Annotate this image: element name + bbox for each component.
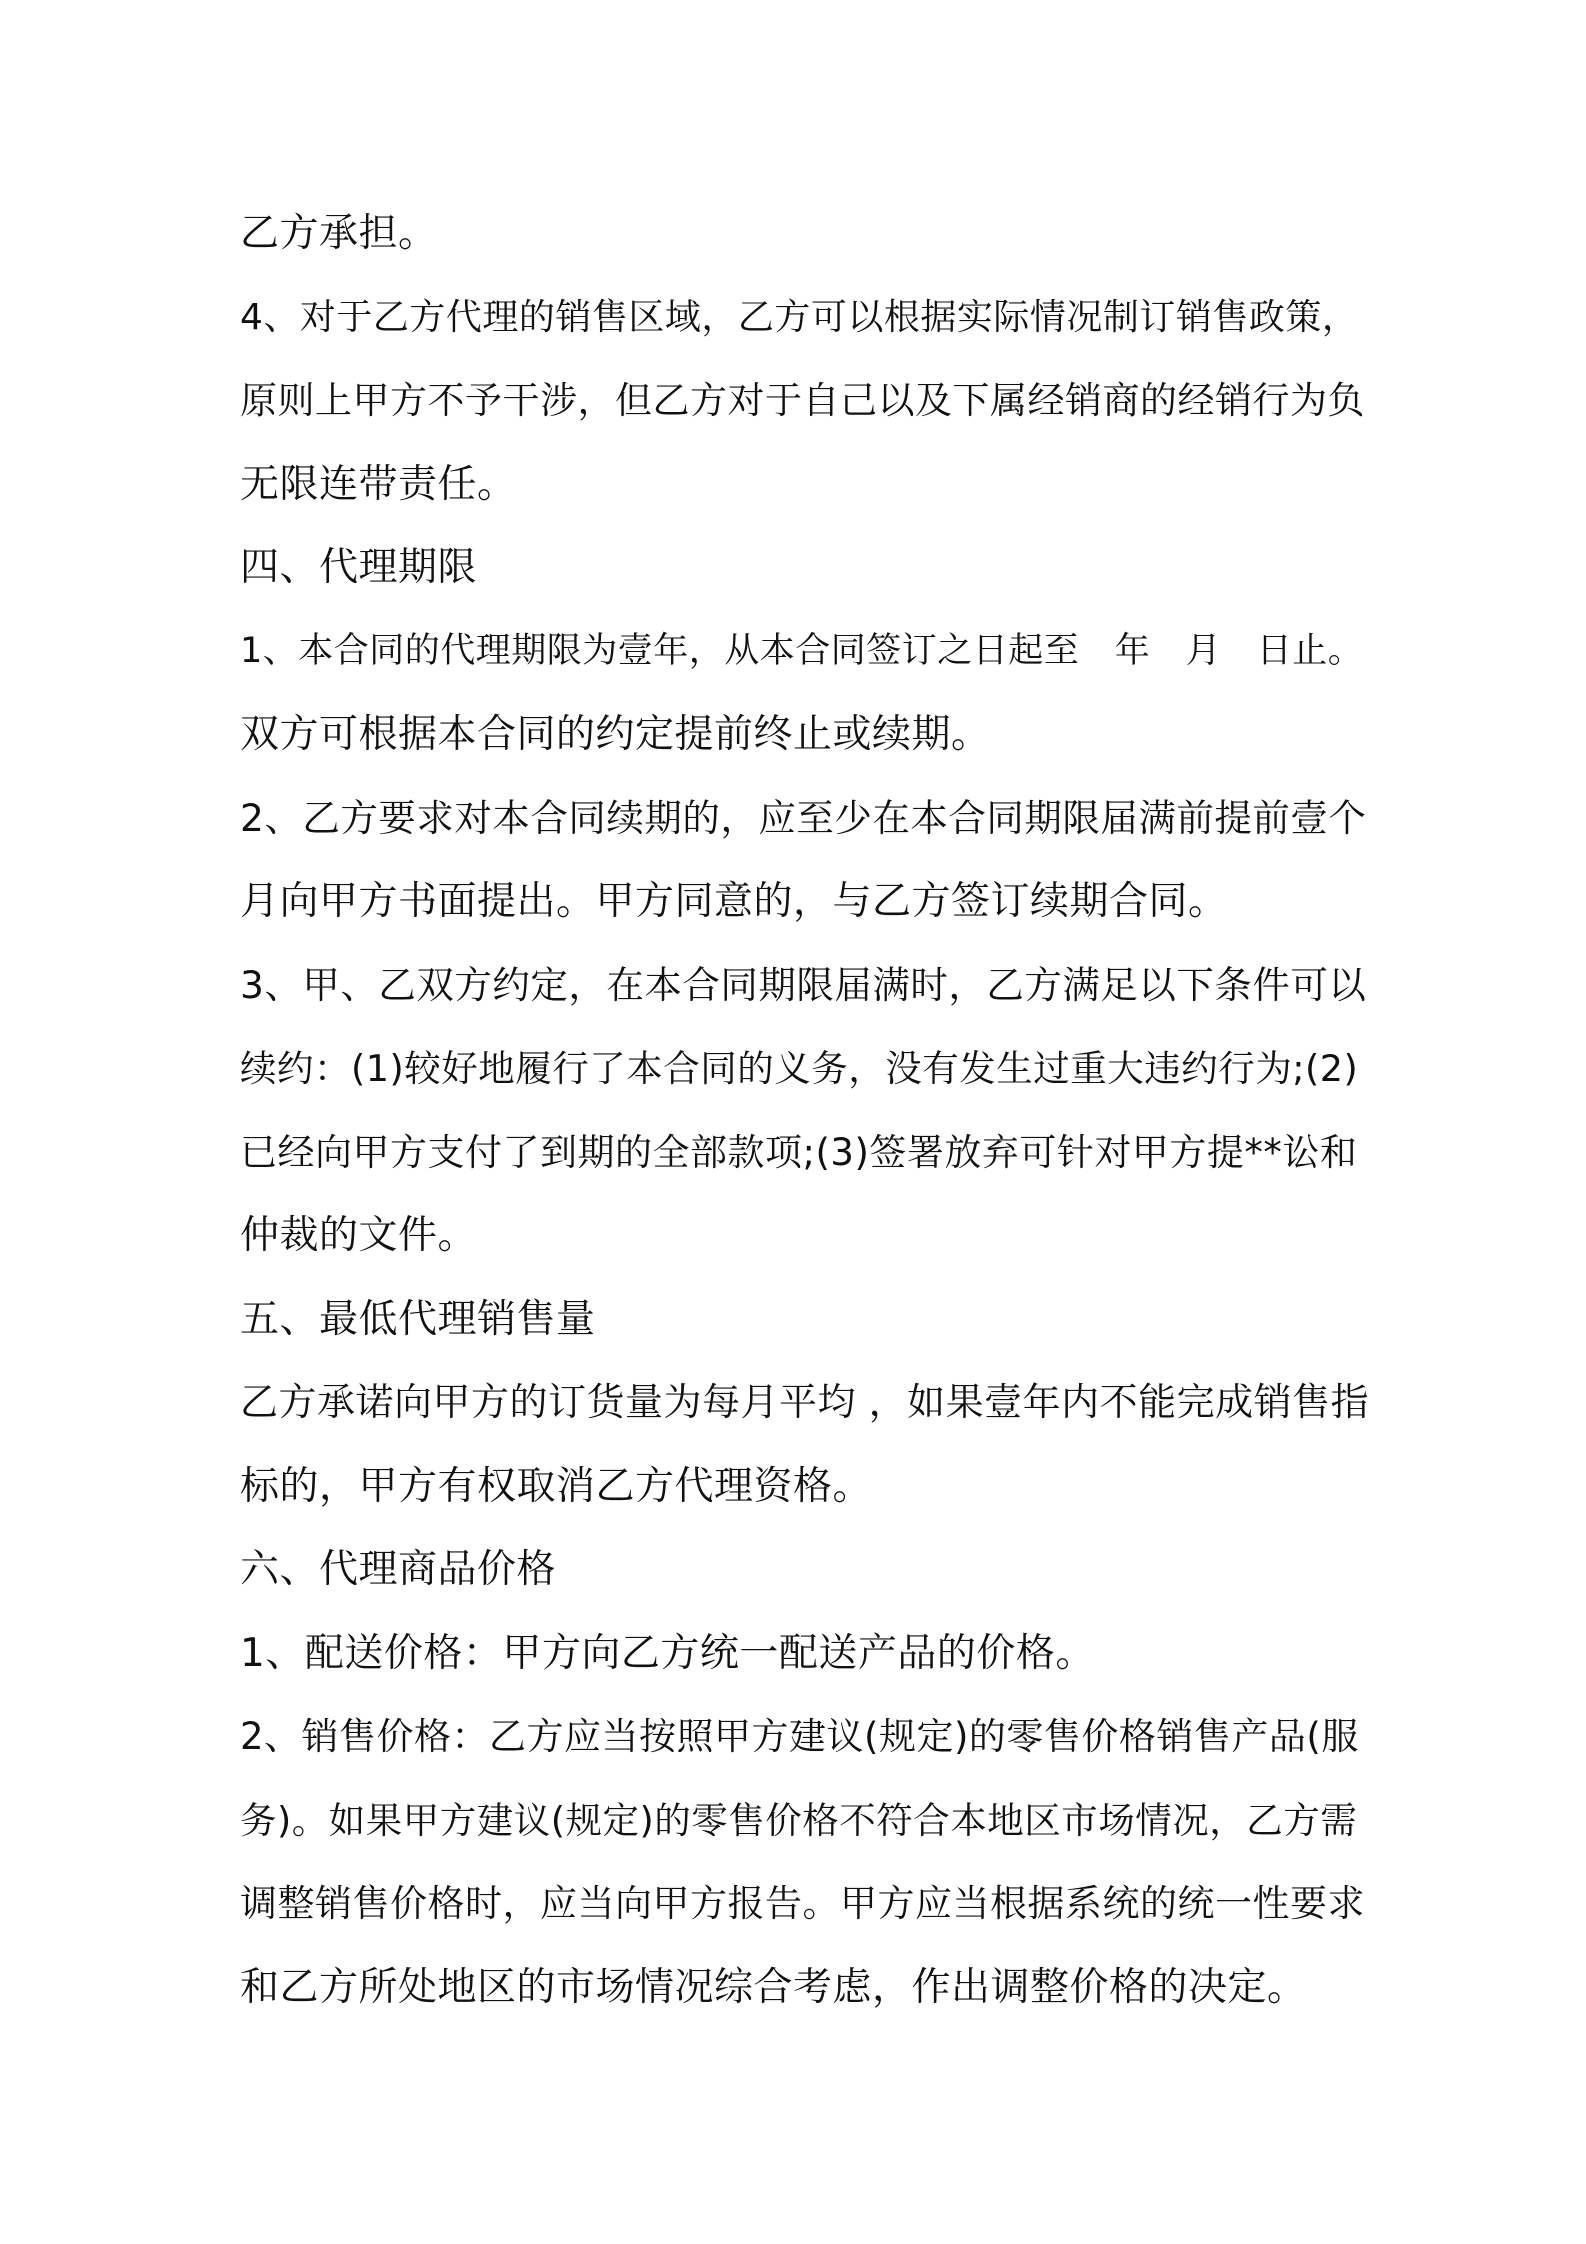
text-line: 2、销售价格：乙方应当按照甲方建议(规定)的零售价格销售产品(服 — [240, 1715, 1359, 1758]
text-line: 月向甲方书面提出。甲方同意的，与乙方签订续期合同。 — [240, 879, 1228, 924]
text-line: 1、配送价格：甲方向乙方统一配送产品的价格。 — [240, 1630, 1095, 1676]
text-line: 仲裁的文件。 — [240, 1213, 478, 1258]
text-line: 1、本合同的代理期限为壹年，从本合同签订之日起至 年 月 日止。 — [240, 630, 1364, 671]
section-heading-6: 六、代理商品价格 — [240, 1547, 557, 1592]
text-line: 双方可根据本合同的约定提前终止或续期。 — [240, 712, 991, 757]
document-body — [240, 192, 1370, 2029]
text-line: 原则上甲方不予干涉，但乙方对于自己以及下属经销商的经销行为负 — [240, 379, 1365, 422]
text-line: 无限连带责任。 — [240, 461, 517, 507]
text-line: 调整销售价格时，应当向甲方报告。甲方应当根据系统的统一性要求 — [240, 1882, 1365, 1925]
section-heading-5: 五、最低代理销售量 — [240, 1296, 596, 1342]
text-line: 续约：(1)较好地履行了本合同的义务，没有发生过重大违约行为;(2) — [240, 1047, 1359, 1090]
text-line: 乙方承诺向甲方的订货量为每月平均 ，如果壹年内不能完成销售指 — [240, 1380, 1370, 1424]
text-line: 务)。如果甲方建议(规定)的零售价格不符合本地区市场情况，乙方需 — [240, 1798, 1358, 1842]
text-line: 4、对于乙方代理的销售区域，乙方可以根据实际情况制订销售政策， — [240, 296, 1359, 338]
text-line: 2、乙方要求对本合同续期的，应至少在本合同期限届满前提前壹个 — [240, 795, 1367, 840]
text-line: 乙方承担。 — [240, 211, 438, 256]
text-line: 已经向甲方支付了到期的全部款项;(3)签署放弃可针对甲方提**讼和 — [240, 1130, 1358, 1174]
text-line: 标的，甲方有权取消乙方代理资格。 — [240, 1463, 873, 1509]
text-line: 和乙方所处地区的市场情况综合考虑，作出调整价格的决定。 — [240, 1964, 1307, 2010]
text-line: 3、甲、乙双方约定，在本合同期限届满时，乙方满足以下条件可以 — [240, 962, 1367, 1007]
section-heading-4: 四、代理期限 — [240, 545, 478, 590]
